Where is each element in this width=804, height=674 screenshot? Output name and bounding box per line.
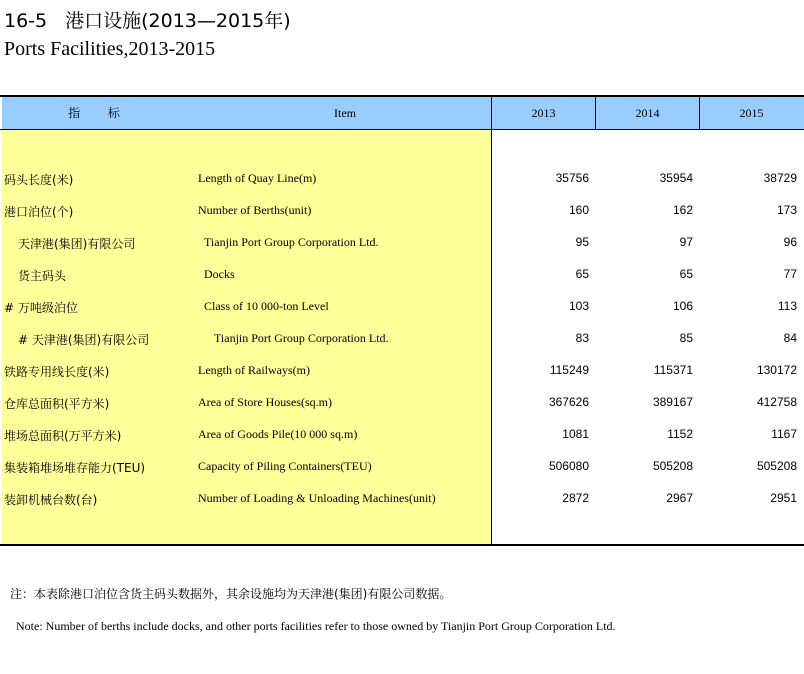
header-year-2015: 2015 bbox=[739, 106, 764, 120]
row-label-en: Number of Berths(unit) bbox=[198, 203, 312, 217]
value-2015: 84 bbox=[783, 331, 797, 345]
value-2014: 85 bbox=[679, 331, 693, 345]
row-label-cn: 货主码头 bbox=[18, 269, 67, 283]
table-header-rule bbox=[0, 129, 804, 130]
value-2015: 1167 bbox=[771, 427, 797, 441]
value-2015: 130172 bbox=[756, 363, 797, 377]
row-label-cn: 集装箱堆场堆存能力(TEU) bbox=[4, 461, 146, 475]
table-row bbox=[0, 171, 804, 191]
value-2014: 35954 bbox=[659, 171, 693, 185]
table-row bbox=[0, 363, 804, 383]
value-2014: 97 bbox=[679, 235, 693, 249]
row-label-en: Class of 10 000-ton Level bbox=[204, 299, 329, 313]
row-label-en: Number of Loading & Unloading Machines(unit) bbox=[198, 491, 436, 505]
row-label-en: Tianjin Port Group Corporation Ltd. bbox=[214, 331, 389, 345]
value-2013: 367626 bbox=[548, 395, 589, 409]
row-label-en: Length of Railways(m) bbox=[198, 363, 310, 377]
value-2014: 389167 bbox=[652, 395, 693, 409]
row-label-cn: # 万吨级泊位 bbox=[4, 301, 78, 315]
value-2013: 65 bbox=[575, 267, 589, 281]
table-row bbox=[0, 267, 804, 287]
row-label-en: Docks bbox=[204, 267, 235, 281]
header-item-en: Item bbox=[334, 106, 356, 120]
table-row bbox=[0, 491, 804, 511]
value-2013: 115249 bbox=[549, 363, 589, 377]
row-label-en: Area of Goods Pile(10 000 sq.m) bbox=[198, 427, 358, 441]
value-2014: 162 bbox=[672, 203, 693, 217]
table-row bbox=[0, 331, 804, 351]
table-title-en: Ports Facilities,2013-2015 bbox=[4, 38, 216, 60]
value-2013: 506080 bbox=[548, 459, 589, 473]
row-label-cn: # 天津港(集团)有限公司 bbox=[18, 333, 150, 347]
table-number: 16-5 bbox=[4, 10, 48, 32]
value-2014: 2967 bbox=[666, 491, 693, 505]
value-2015: 96 bbox=[783, 235, 797, 249]
row-label-cn: 铁路专用线长度(米) bbox=[4, 365, 110, 379]
table-title-cn bbox=[4, 6, 291, 33]
value-2014: 115371 bbox=[653, 363, 693, 377]
value-2014: 65 bbox=[679, 267, 693, 281]
table-row bbox=[0, 203, 804, 223]
table-title-cn-text: 港口设施(2013—2015年) bbox=[65, 10, 291, 32]
value-2013: 95 bbox=[575, 235, 589, 249]
row-label-en: Capacity of Piling Containers(TEU) bbox=[198, 459, 372, 473]
row-label-en: Area of Store Houses(sq.m) bbox=[198, 395, 332, 409]
table-row bbox=[0, 427, 804, 447]
row-label-en: Length of Quay Line(m) bbox=[198, 171, 317, 185]
value-2013: 35756 bbox=[555, 171, 589, 185]
value-2015: 505208 bbox=[756, 459, 797, 473]
row-label-cn: 堆场总面积(万平方米) bbox=[4, 429, 122, 443]
value-2013: 2872 bbox=[562, 491, 589, 505]
row-label-cn: 港口泊位(个) bbox=[4, 205, 74, 219]
footnote-en: Note: Number of berths include docks, and other ports facilities refer to those owned by Tianjin Port Group Corporation Ltd. bbox=[16, 619, 616, 633]
value-2015: 113 bbox=[777, 299, 797, 313]
value-2015: 77 bbox=[783, 267, 797, 281]
table-row bbox=[0, 395, 804, 415]
value-2013: 83 bbox=[575, 331, 589, 345]
value-2015: 412758 bbox=[756, 395, 797, 409]
value-2015: 173 bbox=[776, 203, 797, 217]
row-label-en: Tianjin Port Group Corporation Ltd. bbox=[204, 235, 379, 249]
row-label-cn: 码头长度(米) bbox=[4, 173, 74, 187]
value-2014: 1152 bbox=[667, 427, 693, 441]
value-2013: 160 bbox=[568, 203, 589, 217]
table-row bbox=[0, 459, 804, 479]
value-2014: 505208 bbox=[652, 459, 693, 473]
header-indicator-cn: 指 标 bbox=[68, 106, 132, 120]
header-year-2014: 2014 bbox=[635, 106, 660, 120]
table-bottom-rule bbox=[0, 544, 804, 546]
row-label-cn: 装卸机械台数(台) bbox=[4, 493, 98, 507]
value-2015: 2951 bbox=[770, 491, 797, 505]
value-2013: 1081 bbox=[562, 427, 589, 441]
value-2013: 103 bbox=[568, 299, 589, 313]
header-year-2013: 2013 bbox=[531, 106, 556, 120]
row-label-cn: 仓库总面积(平方米) bbox=[4, 397, 110, 411]
row-label-cn: 天津港(集团)有限公司 bbox=[18, 237, 136, 251]
value-2015: 38729 bbox=[763, 171, 797, 185]
table-row bbox=[0, 299, 804, 319]
footnote-cn: 注：本表除港口泊位含货主码头数据外，其余设施均为天津港(集团)有限公司数据。 bbox=[10, 587, 452, 601]
table-row bbox=[0, 235, 804, 255]
value-2014: 106 bbox=[672, 299, 693, 313]
